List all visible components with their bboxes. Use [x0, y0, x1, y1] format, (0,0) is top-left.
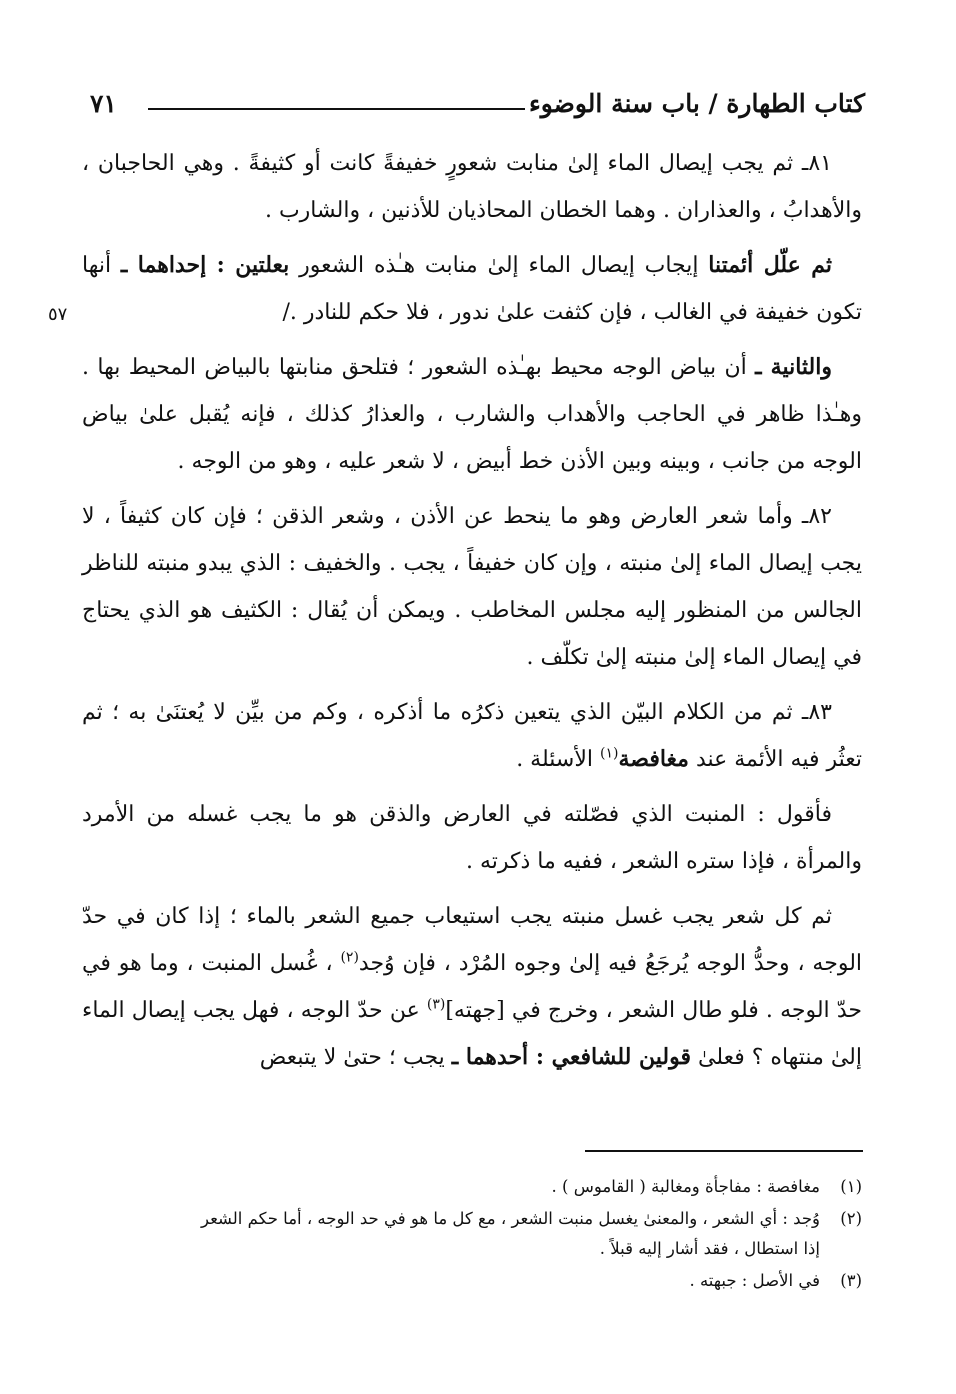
paragraph-second-reason [82, 344, 862, 485]
footnote-number: (٣) [840, 1271, 862, 1290]
text-run: مغافصة [618, 746, 689, 772]
footnote-rule [585, 1150, 863, 1152]
body-text [82, 140, 862, 1089]
running-title: كتاب الطهارة / باب سنة الوضوء [528, 89, 865, 118]
paragraph-82 [82, 493, 862, 681]
header-rule [148, 108, 525, 110]
paragraph-text: ٨١ـ ثم يجب إيصال الماء إلىٰ منابت شعورٍ خفيفةً كانت أو كثيفةً . وهي الحاجبان ، والأهدابُ ، والعذاران . وهما الخطان المحاذيان للأذنين ، والشارب . [82, 151, 862, 223]
text-run: إيجاب إيصال الماء إلىٰ منابت هـٰذه الشعور [289, 253, 709, 278]
text-run: ثم علّل [753, 252, 833, 278]
paragraph-83 [82, 689, 862, 783]
text-run: ٨٣ـ ثم من الكلام البيّن الذي يتعين ذكرُه ما أذكره ، وكم من بيِّن لا يُعتنَىٰ به ؛ ثم تعثُر فيه الأئمة عند [82, 700, 862, 772]
footnote-text: مغافصة : مفاجأة ومغالبة ( القاموس ) . [551, 1177, 820, 1196]
footnotes [200, 1172, 862, 1298]
footnote-text: وُجد : أي الشعر ، والمعنىٰ يغسل منبت الشعر ، مع كل ما هو في حد الوجه ، أما حكم الشعر إذا استطال ، فقد أشار إليه قبلاً . [200, 1209, 820, 1258]
paragraph-reasons [82, 242, 862, 336]
footnote-2 [200, 1204, 862, 1264]
paragraph-text: ٨٢ـ وأما شعر العارض وهو ما ينحط عن الأذن ، وشعر الذقن ؛ فإن كان كثيفاً ، لا يجب إيصال الماء إلىٰ منبته ، وإن كان خفيفاً ، يجب . والخفيف : الذي يبدو منبته للناظر الجالس من المنظور إليه مجلس المخاطب . ويمكن أن يُقال : الكثيف هو الذي يحتاج في إيصال الماء إلىٰ منبته إلىٰ تكلّف . [82, 504, 862, 670]
text-run: يجب ؛ حتىٰ لا يتبعض [259, 1045, 452, 1070]
text-run: بعلتين : إحداهما ـ [120, 252, 290, 278]
margin-page-number: ٥٧ [48, 304, 68, 325]
footnote-ref-3[interactable]: (٣) [426, 996, 446, 1013]
footnote-ref-1[interactable]: (١) [599, 745, 619, 762]
paragraph-81 [82, 140, 862, 234]
paragraph-aqul [82, 791, 862, 885]
text-run: قولين للشافعي : أحدهما ـ [451, 1044, 692, 1070]
footnote-text: في الأصل : جبهته . [689, 1271, 820, 1290]
footnote-3 [200, 1266, 862, 1296]
paragraph-text: فأقول : المنبت الذي فصّلته في العارض والذقن هو ما يجب غسله من الأمرد والمرأة ، فإذا ستره الشعر ، ففيه ما ذكرته . [82, 802, 862, 874]
footnote-number: (٢) [840, 1209, 862, 1228]
footnote-number: (١) [840, 1177, 862, 1196]
footnote-ref-2[interactable]: (٢) [340, 949, 359, 966]
footnote-1 [200, 1172, 862, 1202]
text-run: أن بياض الوجه محيط بهـٰذه الشعور ؛ فتلحق منابتها بالبياض المحيط بها . وهـٰذا ظاهر في الحاجب والأهداب والشارب ، والعذارُ كذلك ، فإنه يُقبل علىٰ بياض الوجه من جانب ، وبينه وبين الأذن خط أبيض ، لا شعر عليه ، وهو من الوجه . [82, 355, 862, 474]
text-run: الأسئلة . [516, 747, 600, 772]
page-number: ٧١ [90, 89, 117, 118]
text-run: عن حدّ الوجه ، فهل يجب إيصال الماء إلىٰ منتهاه ؟ فعلىٰ [82, 998, 862, 1070]
text-run: ثم كل شعر يجب غسل منبته يجب استيعاب جميع الشعر بالماء ؛ إذا كان في حدّ الوجه ، وحدُّ الوجه يُرجَعُ فيه إلىٰ وجوه المُرْد ، فإن وُجد [82, 904, 863, 976]
paragraph-hair [82, 893, 862, 1081]
page-header [90, 84, 865, 124]
text-run: أنها تكون خفيفة في الغالب ، فإن كثفت علىٰ ندور ، فلا حكم للنادر ./ [82, 253, 862, 325]
text-run: والثانية ـ [755, 354, 832, 380]
text-run: ، غُسل المنبت ، وما هو في حدّ الوجه . فلو طال الشعر ، وخرج في [جهته] [82, 951, 862, 1023]
text-run: أئمتنا [708, 252, 754, 278]
